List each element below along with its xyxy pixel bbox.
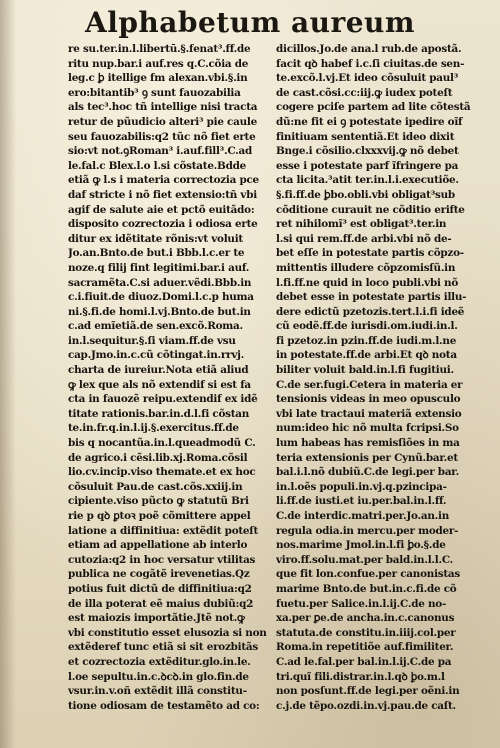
- right-column-line: in potestate.ff.de arbi.Et qꝺ nota: [276, 349, 457, 362]
- left-column-line: tione odiosam de testamẽto ad co:: [68, 699, 260, 712]
- right-text-column: [276, 42, 488, 713]
- right-column-line: ret nihilomĩ³ est obligat³.ter.in: [276, 218, 447, 231]
- left-column-line: le.fal.c Blex.l.o l.si cõstate.Bdde: [68, 159, 246, 172]
- left-column-line: de agrico.i cẽsi.lib.xj.Roma.cõsil: [68, 451, 248, 464]
- right-column-line: fi pzetoz.in pzin.ff.de iudi.m.l.ne: [276, 334, 457, 347]
- right-column-line: vbi late tractaui materiã extensio: [276, 407, 462, 420]
- right-column-line: fuetu.per Salice.in.l.ij.C.de no-: [276, 597, 447, 610]
- right-column-line: esse i potestate parf ĩfringere pa: [276, 159, 459, 172]
- left-column-line: vbi constitutio esset elusozia si non: [68, 626, 267, 639]
- page-gutter-shadow: [0, 0, 16, 748]
- right-column-line: C.de ser.fugi.Cetera in materia er: [276, 378, 463, 391]
- right-column-line: dere edictũ pzetozis.tert.l.i.fi ideẽ: [276, 305, 465, 318]
- left-column-line: cõsuluit Pau.de cast.cõs.xxiij.in: [68, 480, 243, 493]
- left-column-line: noze.q filij fint legitimi.bar.i auf.: [68, 261, 250, 274]
- right-column-line: cũ eodẽ.ff.de iurisdi.om.iudi.in.l.: [276, 320, 458, 333]
- right-column-line: non posſunt.ff.de legi.per oẽni.in: [276, 685, 460, 698]
- right-column-line: finitiuam sententiã.Et ideo dixit: [276, 130, 455, 143]
- right-column-line: que fit lon.confue.per canonistas: [276, 568, 460, 581]
- left-column-line: daf stricte i nõ fiet extensio:tñ vbi: [68, 188, 257, 201]
- left-column-line: et cozrectozia extẽditur.glo.in.le.: [68, 655, 251, 668]
- right-column-line: viro.ff.solu.mat.per bald.in.l.l.C.: [276, 553, 454, 566]
- left-column-line: cutozia:q2 in hoc versatur vtilitas: [68, 553, 256, 566]
- right-column-line: cogere pciſe partem ad lite cõtestã: [276, 101, 471, 114]
- left-column-line: ero:bitantib³ ꝯ sunt fauozabilia: [68, 86, 241, 99]
- left-column-line: etiam ad appellatione ab interlo: [68, 539, 248, 552]
- left-column-line: lio.cv.incip.viso themate.et ex hoc: [68, 466, 256, 479]
- right-column-line: Bnge.i cõsilio.clxxxvij.ꝙ nõ debet: [276, 145, 459, 158]
- right-column-line: tri.quĩ fili.distrar.in.l.qꝺ ꝧo.m.l: [276, 670, 445, 683]
- left-column-line: rie p qꝺ ꝑtoꝛ poẽ cõmittere appel: [68, 510, 251, 522]
- left-column-line: sio:vt not.ꝯRoman³ i.auf.fill³.C.ad: [68, 145, 253, 158]
- left-text-column: [68, 42, 276, 713]
- left-column-line: de illa poterat eẽ maius dubiũ:q2: [68, 597, 254, 610]
- left-column-line: c.ad emĩetiã.de sen.excõ.Roma.: [68, 320, 243, 333]
- right-column-line: cta licita.³atit ter.in.l.i.executiõe.: [276, 174, 459, 187]
- right-column-line: dũ:ne fit ei ꝯ potestate ipedire oĩf: [276, 115, 463, 128]
- right-column-line: Roma.in repetitiõe auf.fimiliter.: [276, 641, 454, 654]
- right-column-line: cõditione curauit ne cõditio erifte: [276, 203, 465, 216]
- right-column-line: C.ad le.fal.per bal.in.l.ij.C.de pa: [276, 655, 452, 668]
- left-column-line: c.i.fiuit.de diuoz.Domi.l.c.p huma: [68, 291, 254, 304]
- right-column-line: in.l.oẽs populi.in.vj.q.pzincipa-: [276, 480, 447, 493]
- left-column-line: publica ne cogãtẽ irevenetias.Qz: [68, 568, 250, 581]
- left-column-line: l.oe sepultu.in.c.ꝺcꝺ.in glo.fin.de: [68, 670, 249, 683]
- right-column-line: debet esse in potestate partis illu-: [276, 291, 467, 304]
- right-column-line: C.de interdic.matri.per.Jo.an.in: [276, 510, 450, 522]
- right-column-line: li.ff.de iusti.et iu.per.bal.in.l.ff.: [276, 495, 447, 508]
- left-column-line: latione a diffinitiua: extẽdit poteſt: [68, 524, 259, 537]
- left-column-line: in.l.sequitur.§.ſi viam.ff.de vsu: [68, 334, 236, 347]
- left-column-line: titate rationis.bar.in.d.l.fi cõstan: [68, 407, 250, 420]
- left-column-line: extẽderef tunc etiã si sit erozbitãs: [68, 641, 258, 654]
- right-column-line: facit qꝺ habef i.c.ſi ciuitas.de sen-: [276, 57, 465, 70]
- left-column-line: seu fauozabilis:q2 tũc nõ fiet erte: [68, 130, 256, 143]
- right-column-line: mittentis illudere cõpzomisſũ.in: [276, 261, 456, 274]
- left-column-line: disposito cozrectozia i odiosa erte: [68, 218, 258, 231]
- right-column-line: c.j.de tẽpo.ozdi.in.vj.pau.de caſt.: [276, 699, 456, 712]
- right-column-line: bet eſſe in potestate partis cõpzo-: [276, 247, 464, 260]
- right-column-line: bal.i.l.nõ dubiũ.C.de legi.per bar.: [276, 466, 459, 479]
- right-column-line: statuta.de constitu.in.iiij.col.per: [276, 626, 456, 639]
- left-column-line: retur de pũudicio alteri³ pie caule: [68, 115, 257, 128]
- left-column-line: ditur ex idẽtitate rõnis:vt voluit: [68, 232, 243, 245]
- left-column-line: cta in fauozẽ reipu.extendif ex idẽ: [68, 393, 258, 406]
- left-column-line: als tec³.hoc tñ intellige nisi tracta: [68, 101, 258, 114]
- right-column-line: l.si qui rem.ff.de arbi.vbi nõ de-: [276, 232, 452, 245]
- left-column-line: leg.c ꝧ itellige fm alexan.vbi.§.in: [68, 72, 248, 85]
- right-column-line: te.excõ.l.vj.Et ideo cõsuluit paul³: [276, 72, 459, 85]
- left-column-line: cipiente.viso pũcto ꝙ statutũ Bri: [68, 495, 249, 508]
- right-column-line: nos.marime Jmol.in.l.fi ꝧo.§.de: [276, 539, 446, 552]
- left-column-line: ritu nup.bar.i auf.res q.C.cõia de: [68, 57, 249, 70]
- right-column-line: §.fi.ff.de ꝧbo.obli.vbi obligat³sub: [276, 188, 455, 201]
- left-column-line: te.in.fr.q.in.l.ij.§.exercitus.ff.de: [68, 422, 239, 435]
- right-column-line: biliter voluit bald.in.l.fi fugitiui.: [276, 364, 454, 377]
- right-column-line: xa.per ꝑe.de ancha.in.c.canonus: [276, 612, 455, 625]
- left-column-line: est maiozis importãtie.Jtẽ not.ꝙ: [68, 612, 245, 625]
- left-column-line: re su.ter.in.l.libertū.§.fenat³.ff.de: [68, 43, 251, 55]
- left-column-line: Jo.an.Bnto.de but.i Bbb.l.c.er te: [68, 247, 245, 260]
- page-header: [0, 6, 500, 40]
- right-column-line: de cast.cõsi.cc:iij.ꝙ iudex poteſt: [276, 86, 453, 99]
- right-column-line: lum habeas has remisſiões in ma: [276, 437, 460, 450]
- left-column-line: cap.Jmo.in.c.cũ cõtingat.in.rrvj.: [68, 349, 244, 362]
- left-column-line: ꝙ lex que als nõ extendif si est fa: [68, 378, 251, 391]
- left-column-line: etiã ꝙ l.s i materia correctozia pce: [68, 174, 259, 187]
- left-column-line: bis q nocantũa.in.l.queadmodũ C.: [68, 437, 256, 450]
- left-column-line: sacramẽta.C.si aduer.vẽdi.Bbb.in: [68, 276, 252, 289]
- left-column-line: charta de iureiur.Nota etiã aliud: [68, 364, 249, 377]
- right-column-line: marime Bnto.de but.in.c.fi.de cõ: [276, 582, 457, 595]
- left-column-line: potius fuit dictũ de diffinitiua:q2: [68, 582, 252, 595]
- right-column-line: dicillos.Jo.de ana.l rub.de apostã.: [276, 43, 462, 55]
- left-column-line: vsur.in.v.oñ extẽdit illã constitu-: [68, 685, 247, 698]
- left-column-line: agif de salute aie et pctõ euitãdo:: [68, 203, 255, 216]
- right-column-line: teria extensionis per Cynũ.bar.et: [276, 451, 458, 464]
- right-column-line: regula odia.in mercu.per moder-: [276, 524, 459, 537]
- left-column-line: ni.§.fi.de homi.l.vj.Bnto.de but.in: [68, 305, 251, 318]
- right-column-line: l.fi.ff.ne quid in loco publi.vbi nõ: [276, 276, 459, 289]
- right-column-line: tensionis videas in meo opusculo: [276, 393, 461, 406]
- running-title: Alphabetum aureum: [84, 6, 416, 39]
- right-column-line: num:ideo hic nõ multa fcripsi.So: [276, 422, 459, 435]
